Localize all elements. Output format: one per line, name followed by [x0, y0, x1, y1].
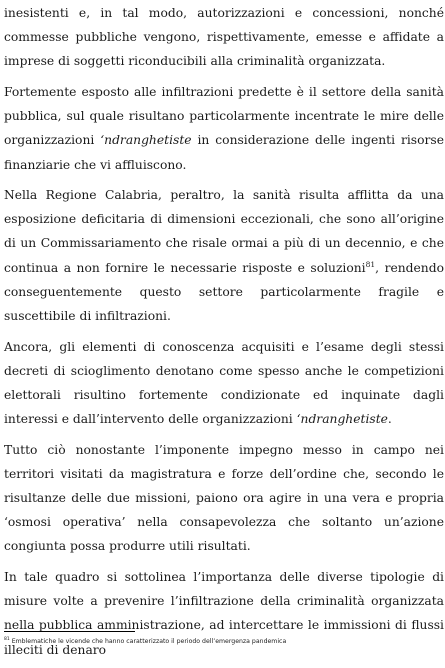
footnote-reference[interactable]: 81 [365, 259, 376, 269]
paragraph-text: . [387, 412, 392, 427]
paragraph-text: In tale quadro si sottolinea l’importanza delle diverse tipologie di misure volte a prevenire l’infiltrazione della criminalità organizzata nella pubblica amministrazione, ad intercettare le immissioni di flussi illeciti di denaro [4, 569, 444, 657]
paragraph-text: Tutto ciò nonostante l’imponente impegno messo in campo nei territori visitati da magistratura e forze dell’ordine che, secondo le risultanze delle due missioni, paiono ora agire in una vera e propria ‘osmosi operativa’ nella consapevolezza che soltanto un’azione congiunta possa produrre utili risultati. [4, 442, 444, 554]
footnote-text: Emblematiche le vicende che hanno caratterizzato il periodo dell’emergenza pandemica [9, 638, 287, 645]
paragraph-text: Fortemente esposto alle infiltrazioni predette è il settore della sanità pubblica, sul quale risultano particolarmente incentrate le mire delle organizzazioni [4, 84, 444, 148]
paragraph-text: in considerazione delle ingenti risorse finanziarie che vi affluiscono. [4, 133, 444, 172]
paragraph [4, 335, 444, 432]
footnote [4, 637, 444, 646]
paragraph [4, 1, 444, 74]
paragraph-text: Nella Regione Calabria, peraltro, la sanità risulta afflitta da una esposizione deficitaria di dimensioni eccezionali, che sono all’origine di un Commissariamento che risale ormai a più di un decennio, e che continua a non fornire le necessarie risposte e soluzioni [4, 188, 444, 275]
paragraph [4, 80, 444, 177]
italic-term: ‘ndranghetiste [296, 412, 388, 427]
footnote-separator [4, 631, 135, 632]
italic-term: ‘ndranghetiste [100, 133, 192, 148]
body-text [4, 0, 444, 668]
paragraph [4, 438, 444, 559]
paragraph-text: , rendendo conseguentemente questo settore particolarmente fragile e suscettibile di infiltrazioni. [4, 260, 444, 324]
paragraph [4, 565, 444, 662]
paragraph [4, 183, 444, 328]
paragraph-text: inesistenti e, in tal modo, autorizzazioni e concessioni, nonché commesse pubbliche vengono, rispettivamente, emesse e affidate a imprese di soggetti riconducibili alla criminalità organizzata. [4, 6, 444, 69]
footnote-number: 81 [4, 636, 10, 642]
paragraph-text: Ancora, gli elementi di conoscenza acquisiti e l’esame degli stessi decreti di scioglimento denotano come spesso anche le competizioni elettorali risultino fortemente condizionate ed inquinate dagli interessi e dall’intervento delle organizzazioni [4, 339, 444, 427]
